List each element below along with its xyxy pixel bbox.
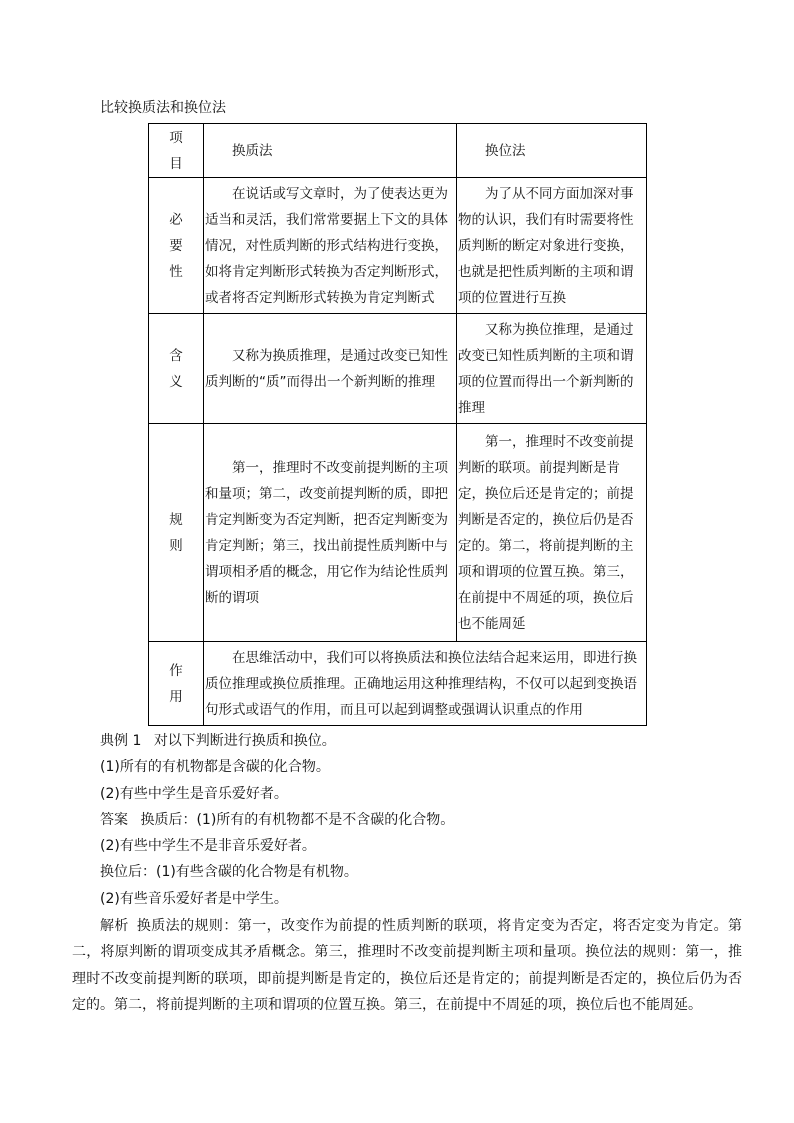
example-label: 典例 1 [100,733,142,749]
necessity-method1-cell: 在说话或写文章时，为了使表达更为适当和灵活，我们常常要据上下文的具体情况，对性质判断的形式结构进行变换，如将肯定判断形式转换为否定判断形式，或者将否定判断形式转换为肯定判断式 [204,178,457,314]
comparison-table [148,123,647,726]
example-block [100,728,740,912]
header-method2-cell: 换位法 [457,124,647,178]
meaning-method2-cell: 又称为换位推理，是通过改变已知性质判断的主项和谓项的位置而得出一个新判断的推理 [457,314,647,424]
answer-line-4: (2)有些音乐爱好者是中学生。 [100,890,288,907]
example-prompt: 对以下判断进行换质和换位。 [153,733,336,749]
answer-line-1 [100,807,740,833]
rules-method2-cell: 第一，推理时不改变前提判断的联项。前提判断是肯定，换位后还是肯定的；前提判断是否定的，换位后仍是否定的。第二，将前提判断的主项和谓项的位置互换。第三，在前提中不周延的项，换位后也不能周延 [457,424,647,642]
example-question-1: (1)所有的有机物都是含碳的化合物。 [100,759,330,776]
example-heading [100,728,740,754]
row-label-meaning: 含义 [169,347,183,390]
analysis-paragraph [72,913,742,1018]
analysis-block [72,913,742,1018]
header-item-cell [149,124,204,178]
answer-text-1: 换质后：(1)所有的有机物都不是不含碳的化合物。 [140,811,455,828]
row-label-cell [149,314,204,424]
rules-method1-cell: 第一，推理时不改变前提判断的主项和量项；第二，改变前提判断的质，即把肯定判断变为否定判断，把否定判断变为肯定判断；第三，找出前提性质判断中与谓项相矛盾的概念，用它作为结论性质判断的谓项 [204,424,457,642]
table-row-necessity [149,178,647,314]
row-label-rules: 规则 [169,511,183,554]
row-label-cell [149,642,204,726]
answer-line-3: 换位后：(1)有些含碳的化合物是有机物。 [100,864,358,881]
function-merged-cell: 在思维活动中，我们可以将换质法和换位法结合起来运用，即进行换质位推理或换位质推理。正确地运用这种推理结构，不仅可以起到变换语句形式或语气的作用，而且可以起到调整或强调认识重点的作用 [204,642,647,726]
analysis-text: 换质法的规则：第一，改变作为前提的性质判断的联项，将肯定变为否定，将否定变为肯定。第二，将原判断的谓项变成其矛盾概念。第三，推理时不改变前提判断主项和量项。换位法的规则：第一，推理时不改变前提判断的联项，即前提判断是肯定的，换位后还是肯定的；前提判断是否定的，换位后仍为否定的。第二，将前提判断的主项和谓项的位置互换。第三，在前提中不周延的项，换位后也不能周延。 [72,918,743,1013]
row-label-function: 作用 [169,662,183,705]
meaning-method1-cell: 又称为换质推理，是通过改变已知性质判断的“质”而得出一个新判断的推理 [204,314,457,424]
analysis-label: 解析 [100,918,129,934]
table-row-meaning [149,314,647,424]
necessity-method2-cell: 为了从不同方面加深对事物的认识，我们有时需要将性质判断的断定对象进行变换，也就是把性质判断的主项和谓项的位置进行互换 [457,178,647,314]
table-row-function [149,642,647,726]
row-label-cell [149,178,204,314]
answer-line-2: (2)有些中学生不是非音乐爱好者。 [100,838,316,855]
header-item-label: 项目 [169,129,183,172]
section-title: 比较换质法和换位法 [100,100,226,116]
example-question-2: (2)有些中学生是音乐爱好者。 [100,785,288,802]
row-label-cell [149,424,204,642]
header-method1-cell: 换质法 [204,124,457,178]
table-row-rules [149,424,647,642]
table-header-row [149,124,647,178]
row-label-necessity: 必要性 [169,211,183,280]
answer-label: 答案 [100,811,128,828]
